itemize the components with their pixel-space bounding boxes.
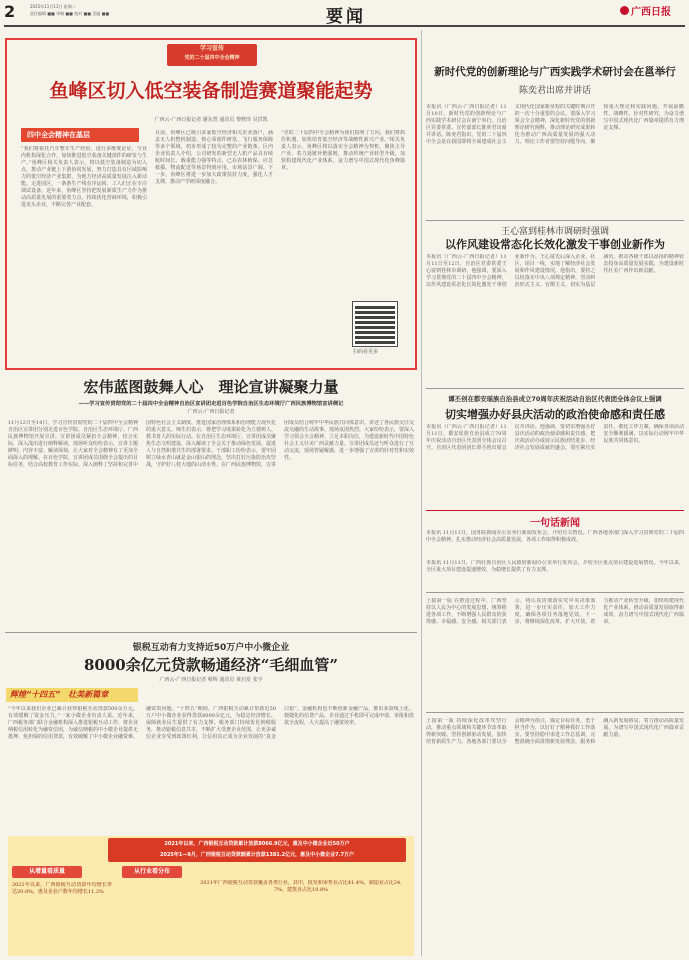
header-meta-line2: 责任编辑 ■■ 审稿 ■■ 校对 ■■ 美编 ■■ — [30, 11, 110, 16]
loan-kicker: 银税互动有力支持近50万户中小微企业 — [132, 643, 290, 653]
feature-column-tag-label: 四中全会精神在基层 — [27, 131, 90, 139]
article2-bottom-rule — [5, 632, 417, 633]
paper-logo — [620, 3, 671, 18]
page-number: 2 — [4, 2, 16, 21]
loan-stat-banner — [108, 838, 406, 862]
news-item-1: 本报讯 11月11日，国务院新闻办公室举行新闻发布会，介绍有关情况。广西各地各部门深入学习贯彻党的二十届四中全会精神，扎实推动经济社会高质量发展，各项工作取得积极成效。 — [426, 530, 684, 543]
r1-subtitle: 陈奕君出席并讲话 — [518, 86, 591, 96]
news-header: 一句话新闻 — [530, 518, 580, 529]
header-meta-line1: 2025年11月11日 星期二 — [30, 4, 76, 9]
r1-body: 本报讯（广西云-广西日报记者）11月10日，新时代党的创新理论与广西实践学术研讨会在南宁举行。自治区党委常委、宣传部部长陈奕君出席并讲话。陈奕君指出，党的二十届四中全会是在我国即将全面建成社会主义现代化国家新征程的关键时期召开的一次十分重要的会议。要深入学习领会全会精神，深化新时代党的创新理论研究阐释，推动理论研究成果转化为推动广西高质量发展的强大动力。理论工作者要坚持问题导向，聚焦重大理论和实践问题，开展前瞻性、战略性、针对性研究，为奋力谱写中国式现代化广西篇章提供有力理论支撑。 — [426, 104, 684, 145]
feature-kicker-badge — [167, 44, 257, 66]
loan-infographic — [8, 836, 414, 956]
loan-stat-line1: 2021年以来，广西银税互动贷款累计放款8066.9亿元，惠及中小微企业近50万户 — [164, 841, 350, 847]
r4-rule — [426, 712, 684, 713]
feature-qr-caption: 扫码看更多 — [353, 349, 379, 355]
feature-kicker-line2: 党的二十届四中全会精神 — [184, 55, 240, 61]
article2-body: 11月12日至14日，学习宣传贯彻党的二十届四中全会精神自治区宣讲团分别走进百色学院、自治区生态环境厅、广西民族博物馆开展宣讲。宣讲团成员紧扣全会精神，结合实际，深入浅出进行阐释解读，现场听众纷纷表示，宣讲主题鲜明、内容丰富、解读深刻，让大家对全会精神有了更加全面深入的理解。在百色学院，宣讲团成员围绕全会提出的目标任务，结合高校教育工作实际，深入阐释了坚持和完善中国特色社会主义制度、推进国家治理体系和治理能力现代化的重大意义。师生们表示，将把学习成果转化为立德树人、教书育人的实际行动。在自治区生态环境厅，宣讲团成员聚焦生态文明建设，深入解读了全会关于推动绿色发展、促进人与自然和谐共生的部署要求。干部职工纷纷表示，要牢固树立绿水青山就是金山银山的理念，坚决打好污染防治攻坚战，守护好八桂大地的山清水秀。在广西民族博物馆，宣讲团成员结合铸牢中华民族共同体意识，讲述了各民族交往交流交融的生动故事，现场氛围热烈。大家纷纷表示，要深入学习领会全会精神，立足本职岗位，为建设新时代中国特色社会主义壮美广西贡献力量。宣讲团成员还与听众进行了互动交流，现场答疑解惑，进一步增强了宣讲的针对性和实效性。 — [8, 420, 414, 468]
loan-box1-title: 从增量看质量 — [12, 866, 82, 878]
loan-box2 — [122, 866, 182, 950]
column-divider — [421, 30, 422, 956]
r2-title: 以作风建设常态化长效化激发干事创业新作为 — [445, 238, 665, 251]
r2-rule — [426, 388, 684, 389]
news-item-2: 本报讯 11月11日，广西壮族自治区人民政府新闻办公室举行发布会，介绍全区重点项目建设进展情况。今年以来，全区重大项目建设提速增效，为稳增长提供了有力支撑。 — [426, 560, 684, 573]
feature-qr-code[interactable] — [353, 302, 397, 346]
news-rule-bottom — [426, 592, 684, 593]
paper-emblem-icon — [620, 6, 629, 15]
loan-body: “今年以来我们企业已累计获得银税互动贷款500余万元，有效缓解了资金压力。”一家小微企业负责人说。近年来，广西税务部门联合金融机构深入推进银税互动工作，将企业纳税信用转化为融资信用，为诚信纳税的中小微企业提供无抵押、免担保的信用贷款，有效破解了中小微企业融资难、融资贵问题。“十四五”期间，广西银税互动累计帮助近50万户中小微企业获得贷款8000余亿元，为稳定经济增长、保障就业民生提供了有力支撑。税务部门持续优化纳税服务，推动银税信息共享，不断扩大受惠企业范围，让更多诚信企业享受到政策红利，让信用真正成为企业发展的“真金白银”。金融机构也不断创新金融产品，推出多款线上化、便捷化的信贷产品，企业通过手机即可完成申请、审批和放款全流程，大大提高了融资效率。 — [8, 706, 414, 740]
article2-subtitle: ——学习宣传贯彻党的二十届四中全会精神自治区宣讲团走进百色学院自治区生态环境厅广西民族博物馆宣讲侧记 — [78, 401, 344, 407]
header-rule — [4, 25, 685, 27]
r2-kicker: 王心富到桂林市调研时强调 — [500, 227, 609, 237]
feature-body-mid: 目前，鱼峰区已吸引多家低空经济相关企业落户，涵盖无人机整机制造、核心零部件研发、飞行服务保障等多个领域，初步形成了较为完整的产业链条。区内企业负责人介绍，公司研发的新型无人机产品具有续航时间长、载重能力强等特点，已在农林植保、应急救援、物流配送等场景得到应用，市场前景广阔。下一步，鱼峰区将进一步加大政策扶持力度，强化人才支撑，推动产学研深度融合。 — [155, 130, 273, 185]
loan-box1-text: 2021年以来，广西银税互动贷款年均增长率达20.8%，惠及企业户数年均增长11.2% — [12, 882, 112, 895]
article2-byline: 广西云-广西日报记者 — [187, 409, 235, 415]
loan-box1 — [12, 866, 112, 950]
r1-title: 新时代党的创新理论与广西实践学术研讨会在邕举行 — [434, 66, 676, 78]
r2-body: 本报讯（广西云-广西日报记者）11月11日至12日，自治区党委常委王心富到桂林市调研。他强调，要深入学习贯彻党的二十届四中全会精神，以作风建设常态化长效化激发干事创业新作为。王心富先后深入企业、社区、项目一线，实地了解经济社会发展和作风建设情况。他指出，要持之以恒落实中央八项规定精神，坚决纠治形式主义、官僚主义，切实为基层减负，推动各级干部以昂扬的精神状态投身高质量发展实践，为建设新时代壮美广西作出新贡献。 — [426, 254, 684, 288]
loan-byline: 广西云-广西日报记者 蔡辉 通讯员 黄启发 张宇 — [159, 677, 263, 683]
feature-body-left: “我们将依托汽车整车生产经验，进行多维度论证，与业内机构深化合作，加快推进低空装备关键部件的研发与生产。”鱼峰区相关负责人表示，将以低空装备制造为切入点，推动产业链上下游协同发展，努力打造具有区域影响力的低空经济产业集群，为地方经济高质量发展注入新动能。走进园区，一条条生产线有序运转，工人们正在专注调试设备。近年来，鱼峰区坚持把发展新质生产力作为推动高质量发展的重要着力点，持续优化营商环境，积极引进龙头企业，不断完善产业配套。 — [21, 146, 147, 208]
loan-stat-line2: 2025年1—9月，广西银税互动贷款额累计放款1381.2亿元，惠及中小微企业7.7万户 — [159, 852, 355, 858]
feature-article — [5, 38, 417, 370]
section-title: 要闻 — [326, 7, 366, 27]
r3-kicker: 谭丕创在都安瑶族自治县成立70周年庆祝活动自治区代表团全体会议上强调 — [448, 395, 662, 403]
r3-body: 本报讯（广西云-广西日报记者）11月11日，都安瑶族自治县成立70周年庆祝活动自治区代表团全体会议召开。自治区代表团团长谭丕创出席会议并讲话。他强调，要切实增强办好县庆活动的政治使命感和责任感，把庆祝活动办成展示民族团结进步、经济社会发展成就的盛会。要压紧压实责任，细化工作方案，确保各项活动安全顺利圆满，以实际行动铸牢中华民族共同体意识。 — [426, 424, 684, 451]
paper-name: 广西日报 — [631, 7, 671, 18]
news-rule-top — [426, 510, 684, 511]
feature-kicker-line1: 学习宣传 — [199, 45, 224, 52]
loan-box2-title: 从行业看分布 — [122, 866, 182, 878]
feature-body-right: “党的二十届四中全会精神为我们指明了方向，我们将抓住机遇，加快培育低空经济等战略性新兴产业。”相关负责人表示，鱼峰区将以落实全会精神为契机，聚焦主导产业，着力延链补链强链，推动传统产业转型升级，加快构建现代化产业体系，奋力谱写中国式现代化鱼峰篇章。 — [281, 130, 405, 171]
r1-rule — [426, 220, 684, 221]
loan-banner-tag — [6, 688, 138, 702]
article2-title: 宏伟蓝图鼓舞人心 理论宣讲凝聚力量 — [83, 378, 339, 396]
loan-title: 8000余亿元贷款畅通经济“毛细血管” — [83, 656, 338, 674]
feature-title: 鱼峰区切入低空装备制造赛道聚能起势 — [49, 80, 373, 102]
r4-body: 上接第一版 在推进过程中，广西坚持以人民为中心的发展思想，统筹推进各项工作，不断增强人民群众的获得感、幸福感、安全感。相关部门表示，将认真贯彻落实党中央决策部署，进一步压实责任，加大工作力度，确保各项任务落地见效。下一步，将继续深化改革，扩大开放，着力推动产业转型升级，加快构建现代化产业体系，推动高质量发展取得新成效，奋力谱写中国式现代化广西篇章。 — [426, 598, 684, 625]
feature-byline: 广西云-广西日报记者 谢东然 通讯员 黎修泽 吴洪凯 — [154, 117, 268, 123]
feature-column-tag — [21, 128, 139, 142]
loan-box2-text: 2021年广西银税互动贷款覆盖各类行业，其中，批发和零售业占比41.4%，制造业占比24.7%，建筑业占比10.8% — [200, 880, 402, 893]
r3-title: 切实增强办好县庆活动的政治使命感和责任感 — [445, 408, 665, 421]
loan-banner-tag-label: 辉煌“十四五” 壮美新篇章 — [10, 690, 109, 699]
r5-body: 上接第一版 持续深化改革攻坚行动，推动重点领域和关键环节改革取得新突破。坚持创新驱动发展，加快培育新质生产力。各地各部门要以全会精神为指引，锚定目标任务，勇于担当作为，以钉钉子精神抓好工作落实。要坚持稳中求进工作总基调，完整准确全面贯彻新发展理念，服务和融入新发展格局，着力推动高质量发展，为谱写中国式现代化广西篇章贡献力量。 — [426, 718, 684, 745]
